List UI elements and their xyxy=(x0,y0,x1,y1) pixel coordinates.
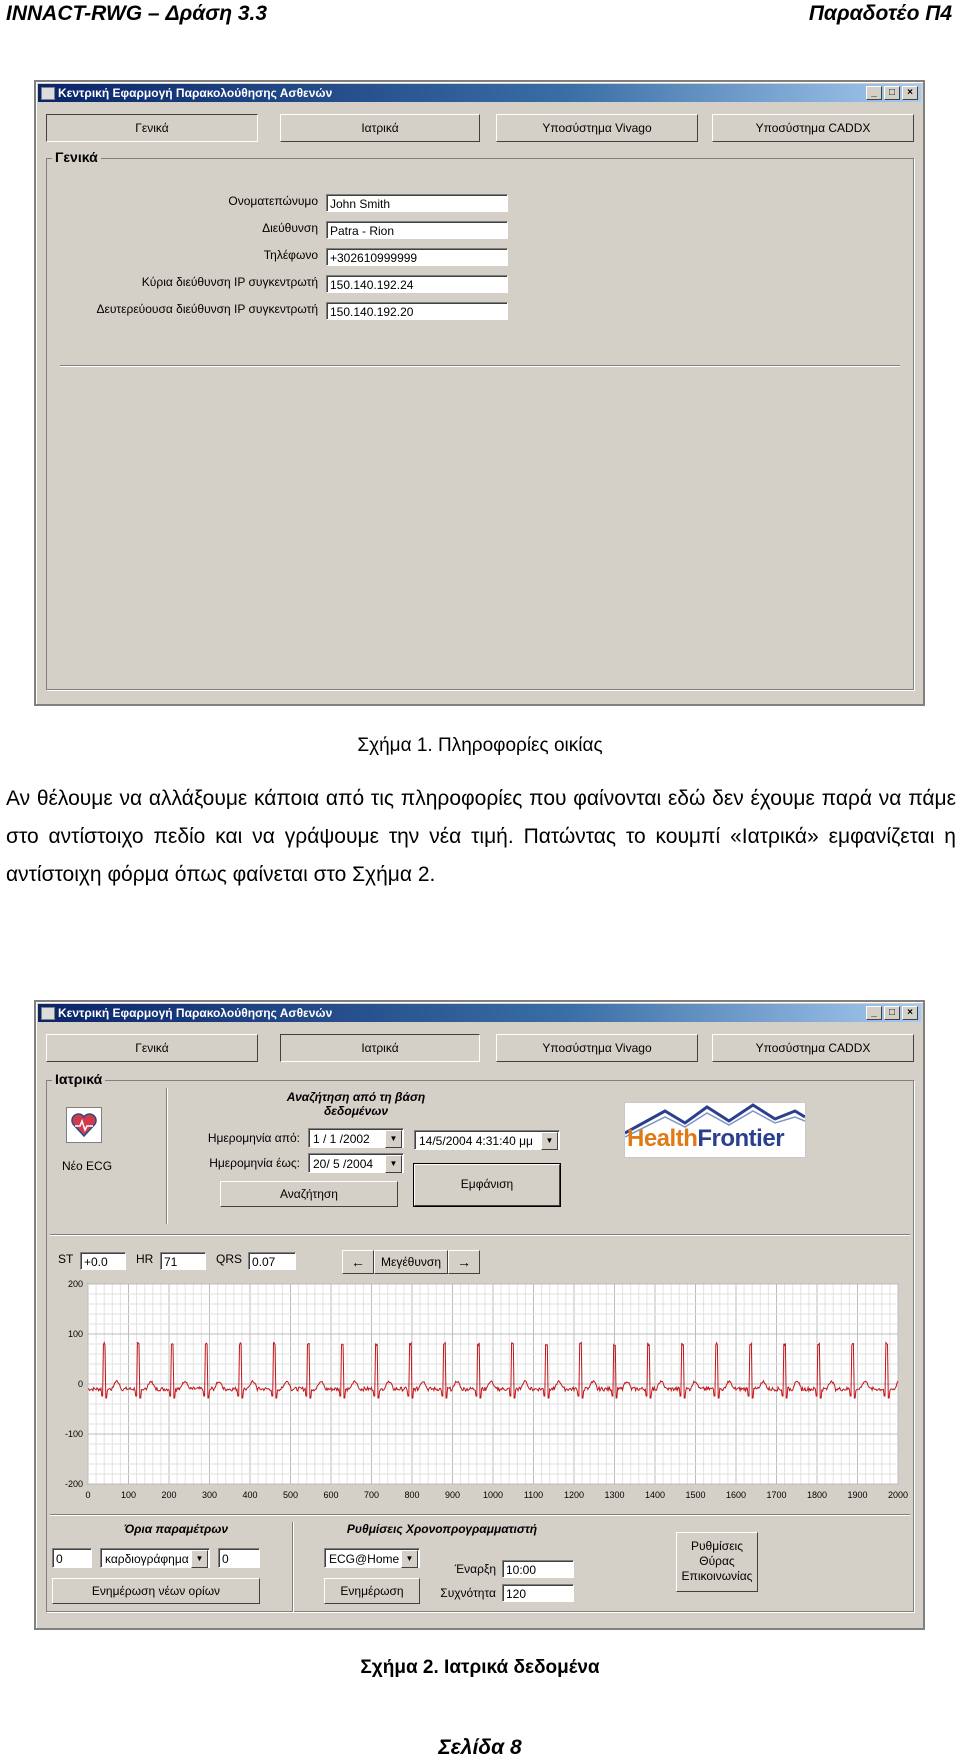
maximize-icon[interactable]: □ xyxy=(884,1006,900,1020)
x-tick-label: 1400 xyxy=(644,1490,666,1500)
address-field[interactable]: Patra - Rion xyxy=(326,221,508,239)
x-tick-label: 1700 xyxy=(766,1490,787,1500)
app-icon xyxy=(41,87,55,100)
x-tick-label: 700 xyxy=(363,1490,380,1500)
x-tick-label: 1300 xyxy=(604,1490,625,1500)
y-tick-label: -200 xyxy=(64,1479,83,1489)
chart-top-divider xyxy=(50,1234,910,1236)
zoom-left-button[interactable] xyxy=(342,1250,374,1274)
window-titlebar xyxy=(38,1004,921,1022)
date-to-picker[interactable] xyxy=(308,1153,404,1173)
port-settings-line1: Ρυθμίσεις xyxy=(690,1539,744,1553)
limits-title: Όρια παραμέτρων xyxy=(123,1522,229,1536)
scheduler-device-select[interactable] xyxy=(324,1548,420,1568)
tab-vivago[interactable]: Υποσύστημα Vivago xyxy=(496,1034,698,1062)
search-title-line1: Αναζήτηση από τη βάση xyxy=(286,1090,426,1104)
date-to-value: 20/ 5 /2004 xyxy=(313,1157,374,1171)
limit-high-field[interactable]: 0 xyxy=(218,1548,260,1568)
x-tick-label: 200 xyxy=(161,1490,177,1500)
search-title-line2: δεδομένων xyxy=(323,1104,389,1118)
limit-device-select[interactable] xyxy=(100,1548,210,1568)
zoom-right-button[interactable] xyxy=(448,1250,480,1274)
heart-ecg-icon[interactable] xyxy=(66,1107,102,1143)
lower-separator xyxy=(292,1522,294,1612)
primary-ip-label: Κύρια διεύθυνση IP συγκεντρωτή xyxy=(141,275,318,289)
tab-general[interactable]: Γενικά xyxy=(46,1034,258,1062)
logo-frontier-text: Frontier xyxy=(697,1125,785,1152)
window-titlebar xyxy=(38,84,921,102)
frequency-label: Συχνότητα xyxy=(440,1586,496,1600)
st-label: ST xyxy=(58,1252,74,1266)
limit-low-field[interactable]: 0 xyxy=(52,1548,92,1568)
x-tick-label: 400 xyxy=(242,1490,258,1500)
x-tick-label: 1200 xyxy=(563,1490,585,1500)
form-divider xyxy=(60,365,900,367)
qrs-field[interactable]: 0.07 xyxy=(248,1252,296,1270)
doc-header-right: Παραδοτέο Π4 xyxy=(808,2,952,25)
update-limits-button[interactable]: Ενημέρωση νέων ορίων xyxy=(52,1578,260,1604)
close-icon[interactable]: × xyxy=(902,86,918,100)
update-button[interactable]: Ενημέρωση xyxy=(324,1578,420,1604)
chart-bottom-divider xyxy=(50,1514,910,1516)
dropdown-arrow-icon[interactable]: ▼ xyxy=(385,1130,402,1148)
dropdown-arrow-icon[interactable]: ▼ xyxy=(401,1550,418,1568)
dropdown-arrow-icon[interactable]: ▼ xyxy=(385,1155,402,1173)
x-tick-label: 1100 xyxy=(523,1490,544,1500)
name-field[interactable]: John Smith xyxy=(326,194,508,212)
hr-label: HR xyxy=(136,1252,154,1266)
name-label: Ονοματεπώνυμο xyxy=(228,194,318,208)
primary-ip-field[interactable]: 150.140.192.24 xyxy=(326,275,508,293)
show-button[interactable]: Εμφάνιση xyxy=(414,1164,560,1206)
general-group-label: Γενικά xyxy=(52,149,101,165)
healthfrontier-logo xyxy=(624,1102,806,1158)
tab-vivago[interactable]: Υποσύστημα Vivago xyxy=(496,114,698,142)
tab-caddx[interactable]: Υποσύστημα CADDX xyxy=(712,114,914,142)
figure2-caption: Σχήμα 2. Ιατρικά δεδομένα xyxy=(360,1657,600,1678)
x-tick-label: 1900 xyxy=(847,1490,868,1500)
app-icon xyxy=(41,1007,55,1020)
window-title: Κεντρική Εφαρμογή Παρακολούθησης Ασθενών xyxy=(58,86,333,100)
y-tick-label: 0 xyxy=(77,1379,83,1389)
dropdown-arrow-icon[interactable]: ▼ xyxy=(541,1132,558,1150)
body-paragraph: Αν θέλουμε να αλλάξουμε κάποια από τις πληροφορίες που φαίνονται εδώ δεν έχουμε παρά να πάμε στο αντίστοιχο πεδίο και να γράψουμε την νέα τιμή. Πατώντας το κουμπί «Ιατρικά» εμφανίζεται η αντίστοιχη φόρμα όπως φαίνεται στο Σχήμα 2. xyxy=(6,787,956,886)
port-settings-line2: Θύρας xyxy=(699,1554,735,1568)
record-select[interactable] xyxy=(414,1130,560,1150)
page-number: Σελίδα 8 xyxy=(438,1736,522,1759)
y-tick-label: -100 xyxy=(64,1429,83,1439)
figure1-caption: Σχήμα 1. Πληροφορίες οικίας xyxy=(357,735,603,756)
tab-caddx[interactable]: Υποσύστημα CADDX xyxy=(712,1034,914,1062)
scheduler-device-value: ECG@Home xyxy=(329,1552,400,1566)
y-tick-label: 200 xyxy=(67,1280,83,1289)
medical-group-label: Ιατρικά xyxy=(52,1071,105,1087)
phone-field[interactable]: +302610999999 xyxy=(326,248,508,266)
close-icon[interactable]: × xyxy=(902,1006,918,1020)
st-field[interactable]: +0.0 xyxy=(80,1252,126,1270)
tab-general[interactable]: Γενικά xyxy=(46,114,258,142)
x-tick-label: 1500 xyxy=(685,1490,706,1500)
window-title: Κεντρική Εφαρμογή Παρακολούθησης Ασθενών xyxy=(58,1006,333,1020)
arrow-left-icon: ← xyxy=(351,1254,365,1270)
date-to-label: Ημερομηνία έως: xyxy=(209,1156,300,1170)
ecg-chart xyxy=(48,1280,912,1510)
record-select-value: 14/5/2004 4:31:40 μμ xyxy=(419,1134,533,1148)
x-tick-label: 300 xyxy=(201,1490,218,1500)
zoom-button[interactable]: Μεγέθυνση xyxy=(374,1250,448,1274)
doc-header-left: INNACT-RWG – Δράση 3.3 xyxy=(6,2,268,25)
figure2-window xyxy=(34,1000,925,1630)
x-tick-label: 1600 xyxy=(725,1490,747,1500)
y-tick-label: 100 xyxy=(67,1329,83,1339)
arrow-right-icon: → xyxy=(457,1254,471,1270)
x-tick-label: 1800 xyxy=(806,1490,828,1500)
search-button[interactable]: Αναζήτηση xyxy=(220,1181,398,1207)
start-field[interactable]: 10:00 xyxy=(502,1560,574,1578)
x-tick-label: 500 xyxy=(282,1490,299,1500)
secondary-ip-field[interactable]: 150.140.192.20 xyxy=(326,302,508,320)
tab-medical[interactable]: Ιατρικά xyxy=(280,114,480,142)
minimize-icon[interactable]: _ xyxy=(866,1006,882,1020)
x-tick-label: 100 xyxy=(120,1490,137,1500)
date-from-value: 1 / 1 /2002 xyxy=(313,1132,370,1146)
x-tick-label: 900 xyxy=(444,1490,461,1500)
hr-field[interactable]: 71 xyxy=(160,1252,206,1270)
minimize-icon[interactable]: _ xyxy=(866,86,882,100)
phone-label: Τηλέφωνο xyxy=(263,248,318,262)
date-from-label: Ημερομηνία από: xyxy=(207,1131,300,1145)
address-label: Διεύθυνση xyxy=(262,221,318,235)
start-label: Έναρξη xyxy=(454,1562,496,1576)
tab-medical[interactable]: Ιατρικά xyxy=(280,1034,480,1062)
x-tick-label: 1000 xyxy=(482,1490,504,1500)
logo-health-text: Health xyxy=(627,1125,698,1152)
x-tick-label: 0 xyxy=(85,1490,91,1500)
dropdown-arrow-icon[interactable]: ▼ xyxy=(191,1550,208,1568)
figure1-window xyxy=(34,80,925,706)
new-ecg-label: Νέο ECG xyxy=(62,1159,113,1173)
limit-device-value: καρδιογράφημα xyxy=(105,1552,189,1566)
qrs-label: QRS xyxy=(216,1252,243,1266)
secondary-ip-label: Δευτερεύουσα διεύθυνση IP συγκεντρωτή xyxy=(96,302,318,316)
date-from-picker[interactable] xyxy=(308,1128,404,1148)
x-tick-label: 2000 xyxy=(887,1490,909,1500)
scheduler-title: Ρυθμίσεις Χρονοπρογραμματιστή xyxy=(346,1522,538,1536)
port-settings-line3: Επικοινωνίας xyxy=(681,1569,753,1583)
port-settings-button[interactable] xyxy=(676,1532,758,1592)
x-tick-label: 600 xyxy=(323,1490,339,1500)
maximize-icon[interactable]: □ xyxy=(884,86,900,100)
x-tick-label: 800 xyxy=(404,1490,420,1500)
frequency-field[interactable]: 120 xyxy=(502,1584,574,1602)
